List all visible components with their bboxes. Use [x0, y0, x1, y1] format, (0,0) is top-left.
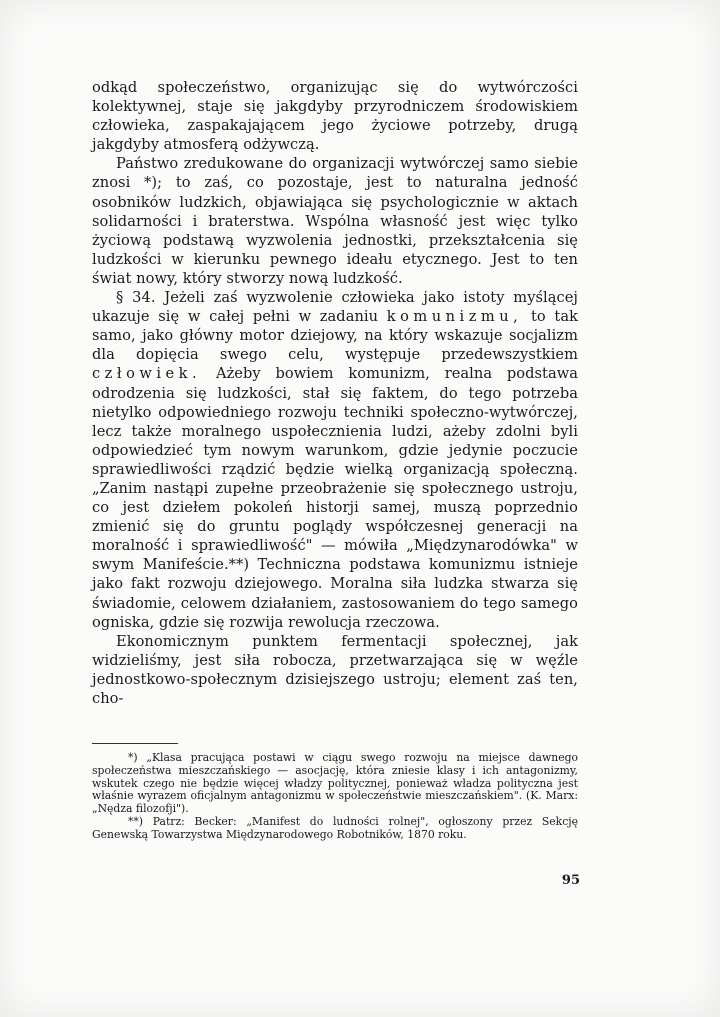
footnotes — [92, 752, 578, 842]
spaced-word-komunizmu: komunizmu, — [386, 308, 523, 326]
footnote-1: *) „Klasa pracująca postawi w ciągu swego rozwoju na miejsce dawnego społeczeństwa mieszczańskiego — asocjację, która zniesie klasy i ich antagonizmy, wskutek czego nie będzie więcej władzy politycznej, ponieważ władza polityczna jest właśnie wyrazem oficjalnym antagonizmu w społeczeństwie mieszczańskiem". (K. Marx: „Nędza filozofji"). — [92, 751, 578, 816]
footnote-divider — [92, 743, 178, 744]
main-text — [92, 78, 578, 708]
footnote-2: **) Patrz: Becker: „Manifest do ludności rolnej", ogłoszony przez Sekcję Genewską Towarzystwa Międzynarodowego Robotników, 1870 roku. — [92, 814, 578, 841]
paragraph-3-part-3: Ażeby bowiem komunizm, realna podstawa odrodzenia się ludzkości, stał się faktem, do tego potrzeba nietylko odpowiedniego rozwoju techniki społeczno-wytwórczej, lecz także moralnego uspołecznienia ludzi, ażeby zdolni byli odpowiedzieć tym nowym warunkom, gdzie jedynie poczucie sprawiedliwości rządzić będzie wielką organizacją społeczną. „Zanim nastąpi zupełne przeobrażenie się społecznego ustroju, co jest dziełem pokoleń historji samej, muszą poprzednio zmienić się do gruntu poglądy współczesnej generacji na moralność i sprawiedliwość" — mówiła „Międzynarodówka" w swym Manifeście.**) Techniczna podstawa komunizmu istnieje jako fakt rozwoju dziejowego. Moralna siła ludzka stwarza się świadomie, celowem działaniem, zastosowaniem do tego samego ogniska, gdzie się rozwija rewolucja rzeczowa. — [92, 365, 578, 631]
paragraph-3-part-2: to tak samo, jako główny motor dziejowy, na który wskazuje socjalizm dla dopięcia swego celu, występuje przedewszystkiem — [92, 308, 578, 364]
paragraph-3 — [92, 288, 578, 632]
paragraph-4: Ekonomicznym punktem fermentacji społecznej, jak widzieliśmy, jest siła robocza, przetwarzająca się w węźle jednostkowo-społecznym dzisiejszego ustroju; element zaś ten, cho- — [92, 632, 578, 707]
paragraph-3-part-1: § 34. Jeżeli zaś wyzwolenie człowieka jako istoty myślącej ukazuje się w całej pełni w zadaniu — [92, 289, 578, 326]
paragraph-1: odkąd społeczeństwo, organizując się do wytwórczości kolektywnej, staje się jakgdyby przyrodniczem środowiskiem człowieka, zaspakajającem jego życiowe potrzeby, drugą jakgdyby atmosferą odżywczą. — [92, 79, 578, 154]
paragraph-2: Państwo zredukowane do organizacji wytwórczej samo siebie znosi *); to zaś, co pozostaje, jest to naturalna jedność osobników ludzkich, objawiająca się psychologicznie w aktach solidarności i braterstwa. Wspólna własność jest więc tylko życiową podstawą wyzwolenia jednostki, przekształcenia się ludzkości w kierunku pewnego ideału etycznego. Jest to ten świat nowy, który stworzy nową ludzkość. — [92, 155, 578, 287]
spaced-word-czlowiek: człowiek. — [92, 365, 202, 383]
page-number: 95 — [561, 873, 580, 888]
